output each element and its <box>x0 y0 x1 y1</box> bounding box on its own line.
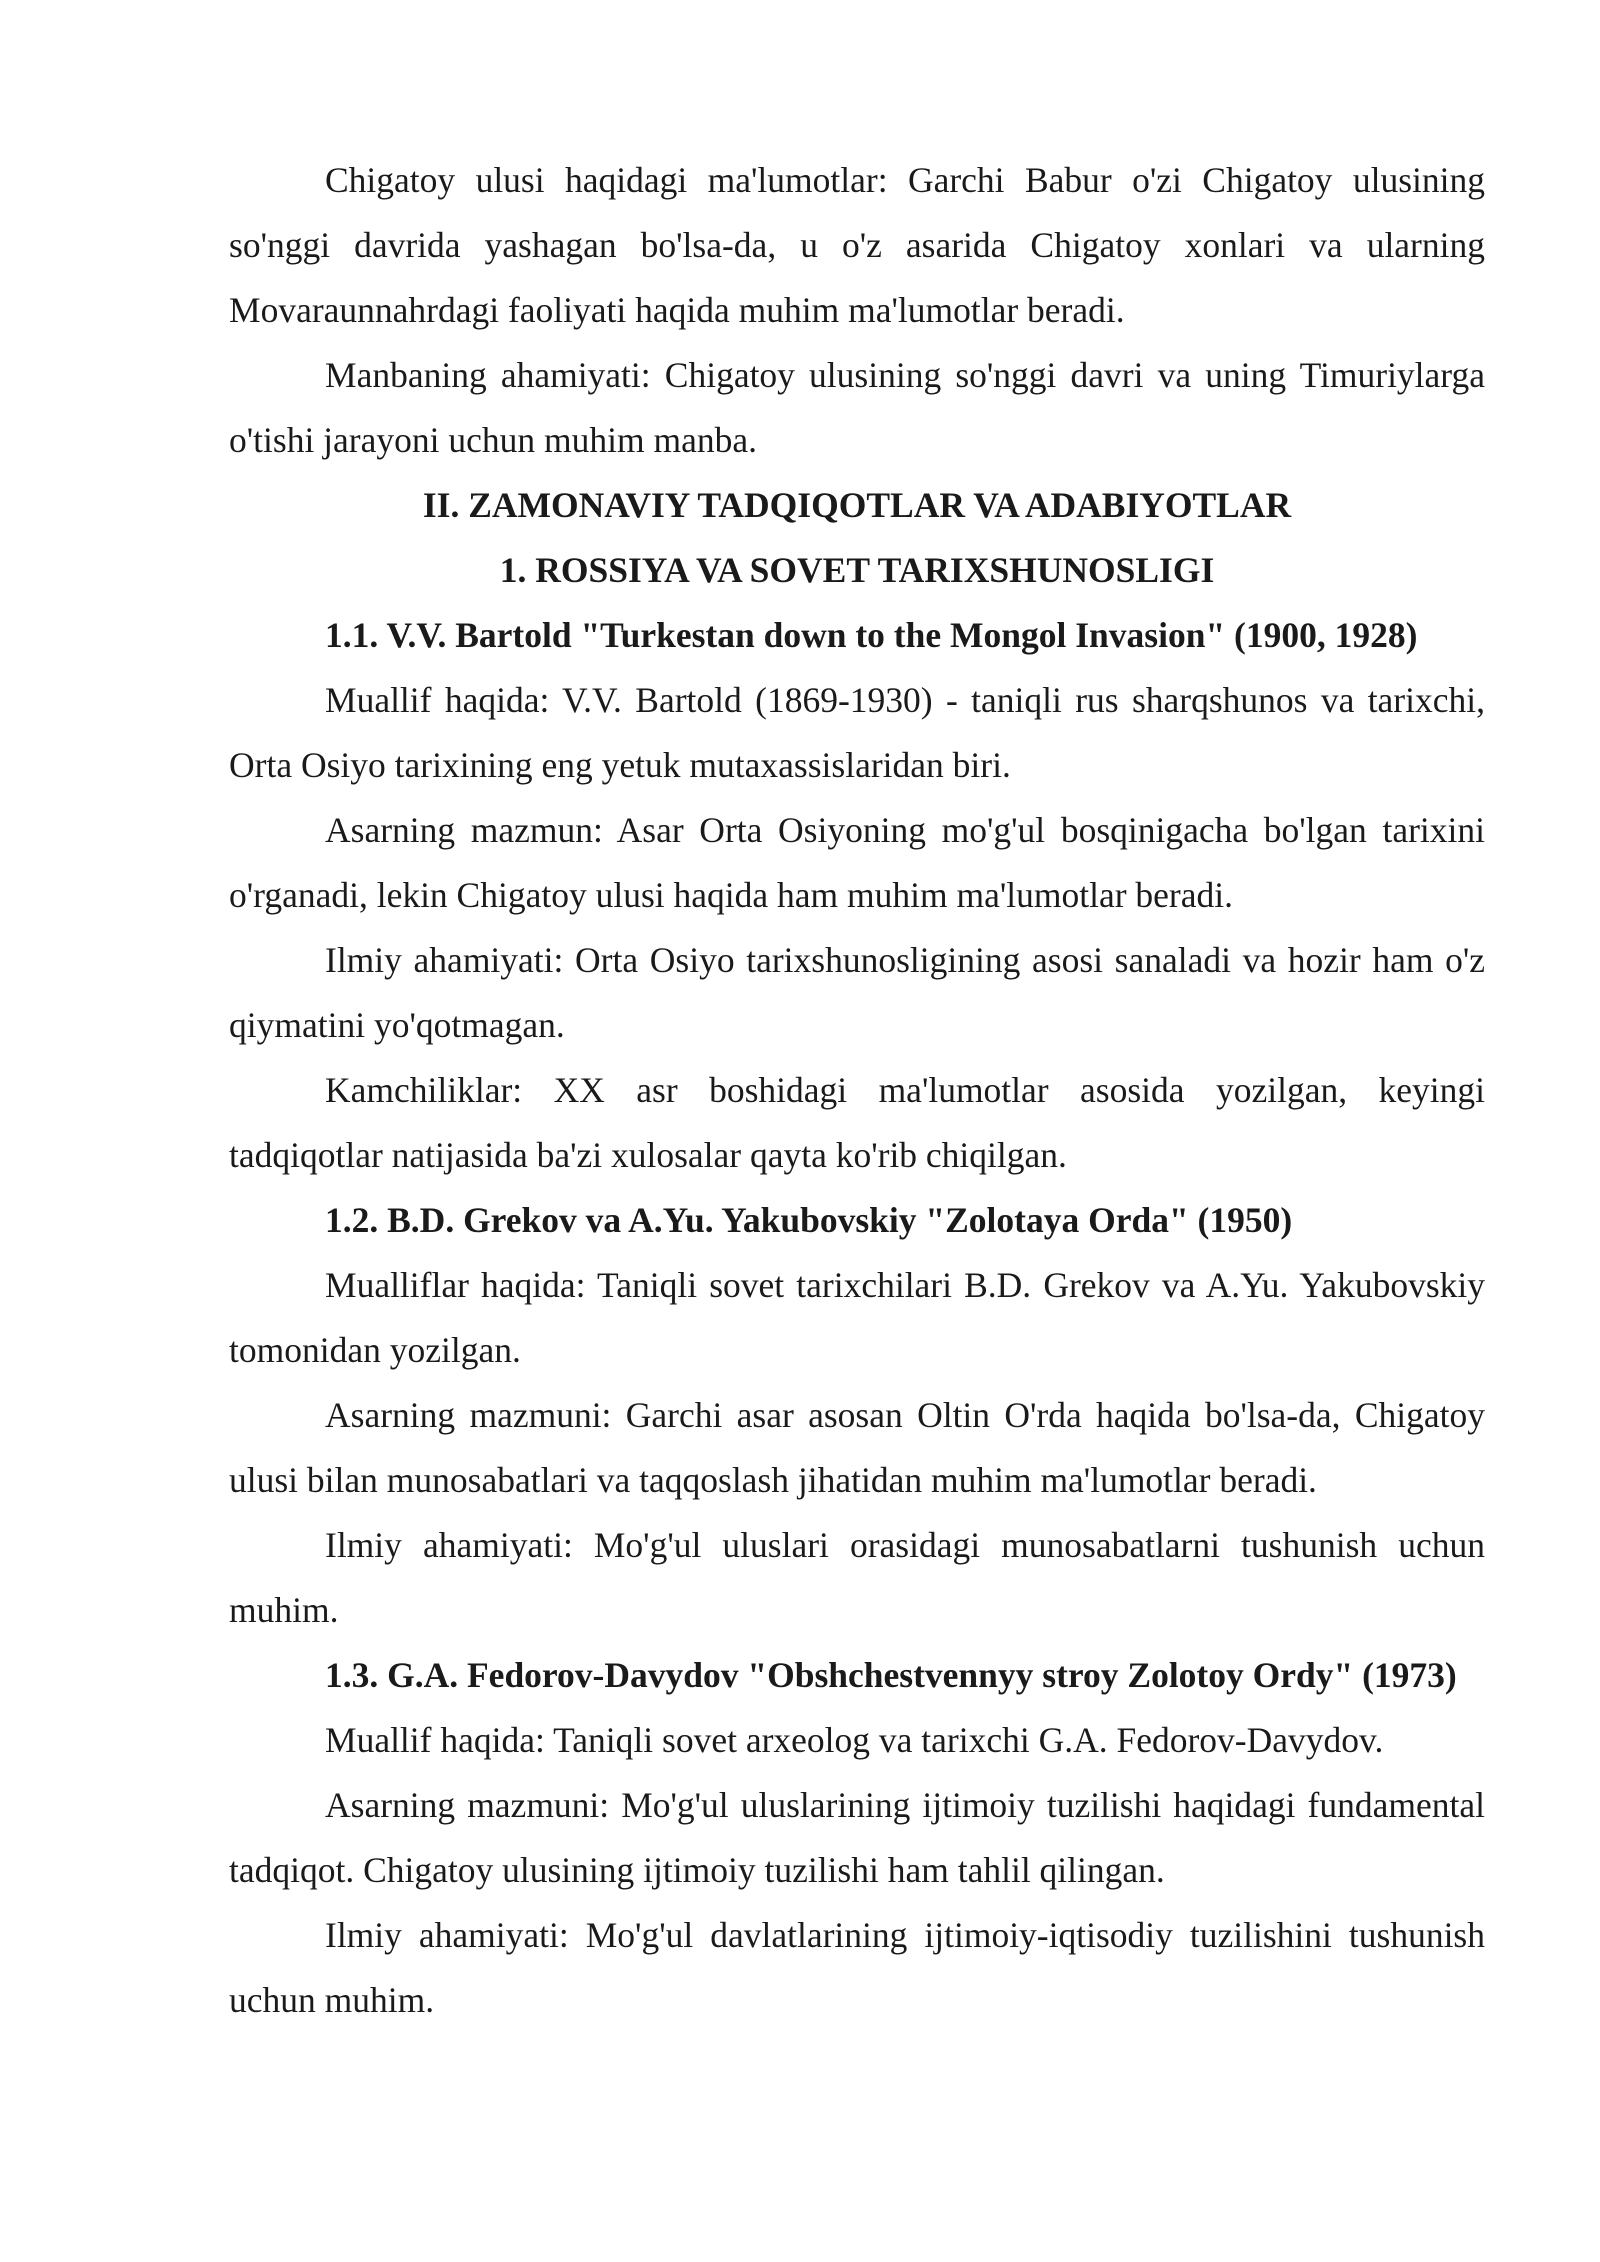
paragraph-1-1-shortcomings: Kamchiliklar: XX asr boshidagi ma'lumotlar asosida yozilgan, keyingi tadqiqotlar natijasida ba'zi xulosalar qayta ko'rib chiqilgan. <box>229 1070 1485 1175</box>
section-heading: II. ZAMONAVIY TADQIQOTLAR VA ADABIYOTLAR <box>422 485 1292 525</box>
document-body <box>229 148 1485 2033</box>
paragraph-1-3-significance: Ilmiy ahamiyati: Mo'g'ul davlatlarining ijtimoiy-iqtisodiy tuzilishini tushunish uchun muhim. <box>229 1915 1485 2020</box>
paragraph-1-1-author: Muallif haqida: V.V. Bartold (1869-1930) - taniqli rus sharqshunos va tarixchi, Orta Osiyo tarixining eng yetuk mutaxassislaridan biri. <box>229 680 1485 785</box>
paragraph-1-3-author: Muallif haqida: Taniqli sovet arxeolog va tarixchi G.A. Fedorov-Davydov. <box>325 1720 1384 1760</box>
paragraph-source-significance: Manbaning ahamiyati: Chigatoy ulusining so'nggi davri va uning Timuriylarga o'tishi jarayoni uchun muhim manba. <box>229 355 1485 460</box>
paragraph-1-1-significance: Ilmiy ahamiyati: Orta Osiyo tarixshunosligining asosi sanaladi va hozir ham o'z qiymatini yo'qotmagan. <box>229 940 1485 1045</box>
heading-1-3: 1.3. G.A. Fedorov-Davydov "Obshchestvennyy stroy Zolotoy Ordy" (1973) <box>325 1655 1457 1695</box>
paragraph-1-3-content: Asarning mazmuni: Mo'g'ul uluslarining ijtimoiy tuzilishi haqidagi fundamental tadqiqot. Chigatoy ulusining ijtimoiy tuzilishi ham tahlil qilingan. <box>229 1785 1485 1890</box>
paragraph-1-1-content: Asarning mazmun: Asar Orta Osiyoning mo'g'ul bosqinigacha bo'lgan tarixini o'rganadi, lekin Chigatoy ulusi haqida ham muhim ma'lumotlar beradi. <box>229 810 1485 915</box>
heading-1-1: 1.1. V.V. Bartold "Turkestan down to the Mongol Invasion" (1900, 1928) <box>325 615 1418 655</box>
paragraph-chigatoy-info: Chigatoy ulusi haqidagi ma'lumotlar: Garchi Babur o'zi Chigatoy ulusining so'nggi davrida yashagan bo'lsa-da, u o'z asarida Chigatoy xonlari va ularning Movaraunnahrdagi faoliyati haqida muhim ma'lumotlar beradi. <box>229 160 1485 330</box>
paragraph-1-2-significance: Ilmiy ahamiyati: Mo'g'ul uluslari orasidagi munosabatlarni tushunish uchun muhim. <box>229 1525 1485 1630</box>
heading-1-2: 1.2. B.D. Grekov va A.Yu. Yakubovskiy "Zolotaya Orda" (1950) <box>325 1200 1293 1240</box>
paragraph-1-2-authors: Mualliflar haqida: Taniqli sovet tarixchilari B.D. Grekov va A.Yu. Yakubovskiy tomonidan yozilgan. <box>229 1265 1485 1370</box>
paragraph-1-2-content: Asarning mazmuni: Garchi asar asosan Oltin O'rda haqida bo'lsa-da, Chigatoy ulusi bilan munosabatlari va taqqoslash jihatidan muhim ma'lumotlar beradi. <box>229 1395 1485 1500</box>
subsection-heading: 1. ROSSIYA VA SOVET TARIXSHUNOSLIGI <box>499 550 1215 590</box>
